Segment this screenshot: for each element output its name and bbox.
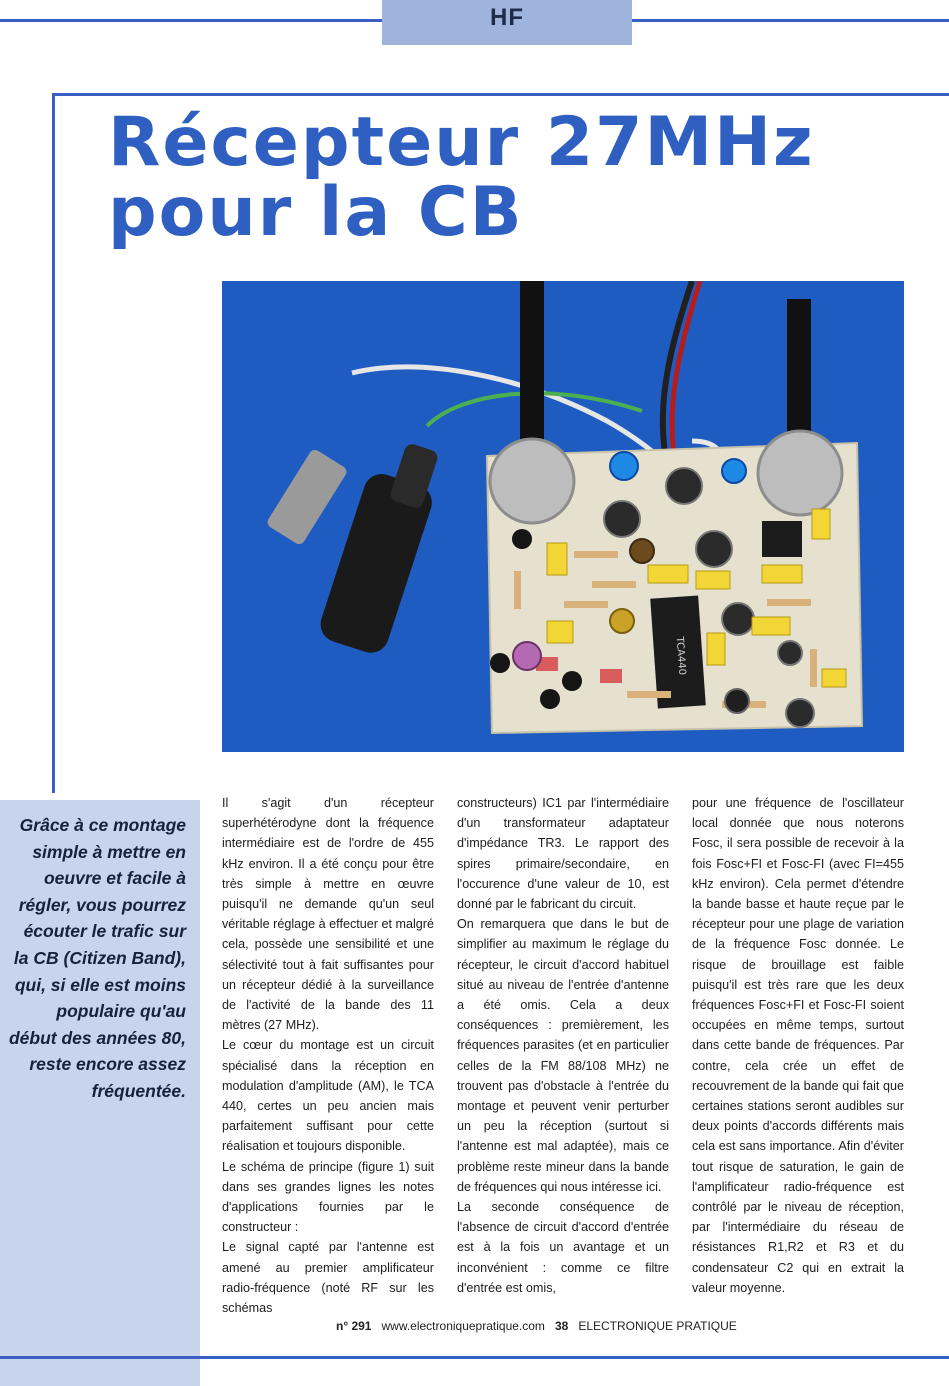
article-title [108,103,938,252]
text-column-3 [692,793,904,1298]
website-link[interactable]: www.electroniquepratique.com [381,1319,545,1333]
ic-chip-label: TCA440 [673,636,688,676]
body-paragraph: pour une fréquence de l'oscillateur local donnée que nous noterons Fosc, il sera possible de recevoir à la fois Fosc+FI et Fosc-FI (avec FI=455 kHz environ). Cela permet d'étendre la bande basse et haute reçue par le récepteur pour une plage de variation de la fréquence Fosc donnée. Le risque de brouillage est faible puisqu'il est très rare que les deux fréquences Fosc+FI et Fosc-FI soient occupées en même temps, surtout dans cette bande de fréquences. Par contre, cela crée un effet de recouvrement de la bande qui fait que certaines stations seront audibles sur deux points d'accords différents mais cela est sans importance. Afin d'éviter tout risque de saturation, le gain de l'amplificateur radio-fréquence est contrôlé par le niveau de réception, par l'intermédiaire du réseau de résistances R1,R2 et R3 et du condensateur C2 qui en extrait la valeur moyenne. [692,796,904,1295]
body-paragraph: Il s'agit d'un récepteur superhétérodyne dont la fréquence intermédiaire est de l'ordre de 455 kHz environ. Il a été conçu pour être très simple à mettre en œuvre puisqu'il ne demande qu'un seul véritable réglage à effectuer et malgré cela, possède une sensibilité et une sélectivité tout à fait suffisantes pour un récepteur dédié à la surveillance de l'activité de la bande des 11 mètres (27 MHz). [222,796,434,1033]
body-paragraph: La seconde conséquence de l'absence de circuit d'accord d'entrée est à la fois un avantage et un inconvénient : comme ce filtre d'entrée est omis, [457,1200,669,1295]
text-column-2 [457,793,669,1298]
body-paragraph: Le schéma de principe (figure 1) suit dans ses grandes lignes les notes d'applications fournies par le constructeur : [222,1159,434,1235]
body-paragraph: Le cœur du montage est un circuit spécialisé dans la réception en modulation d'amplitude (AM), le TCA 440, certes un peu ancien mais parfaitement suffisant pour cette réalisation et toujours disponible. [222,1038,434,1154]
lead-paragraph: Grâce à ce montage simple à mettre en oeuvre et facile à régler, vous pourrez écouter le trafic sur la CB (Citizen Band), qui, si elle est moins populaire qu'au début des années 80, reste encore assez fréquentée. [8,815,186,1101]
text-column-1 [222,793,434,1318]
frame-rule-top [52,93,949,96]
page-number: 38 [554,1319,569,1333]
frame-rule-left [52,93,55,793]
title-line-2: pour la CB [108,173,524,252]
section-tab: HF [382,0,632,45]
title-line-1: Récepteur 27MHz [108,103,815,182]
body-paragraph: Le signal capté par l'antenne est amené au premier amplificateur radio-fréquence (noté RF sur les schémas [222,1240,434,1316]
magazine-name: ELECTRONIQUE PRATIQUE [578,1319,737,1333]
page-footer [336,1319,806,1333]
issue-number: n° 291 [336,1319,372,1333]
body-paragraph: constructeurs) IC1 par l'intermédiaire d'un transformateur adaptateur d'impédance TR3. Le rapport des spires primaire/secondaire, en l'occurence d'une valeur de 10, est donné par le fabricant du circuit. [457,796,669,912]
footer-rule [0,1356,949,1359]
circuit-board-photo [222,281,904,752]
body-paragraph: On remarquera que dans le but de simplifier au maximum le réglage du récepteur, le circuit d'accord habituel situé au niveau de l'entrée d'antenne a été omis. Cela a deux conséquences : premièrement, les fréquences parasites (et en particulier celles de la FM 88/108 MHz) ne trouvent pas d'obstacle à l'entrée du montage et peuvent venir perturber un peu la réception (surtout si l'antenne est mal adaptée), mais ce problème reste mineur dans la bande de fréquences qui nous intéresse ici. [457,917,669,1194]
